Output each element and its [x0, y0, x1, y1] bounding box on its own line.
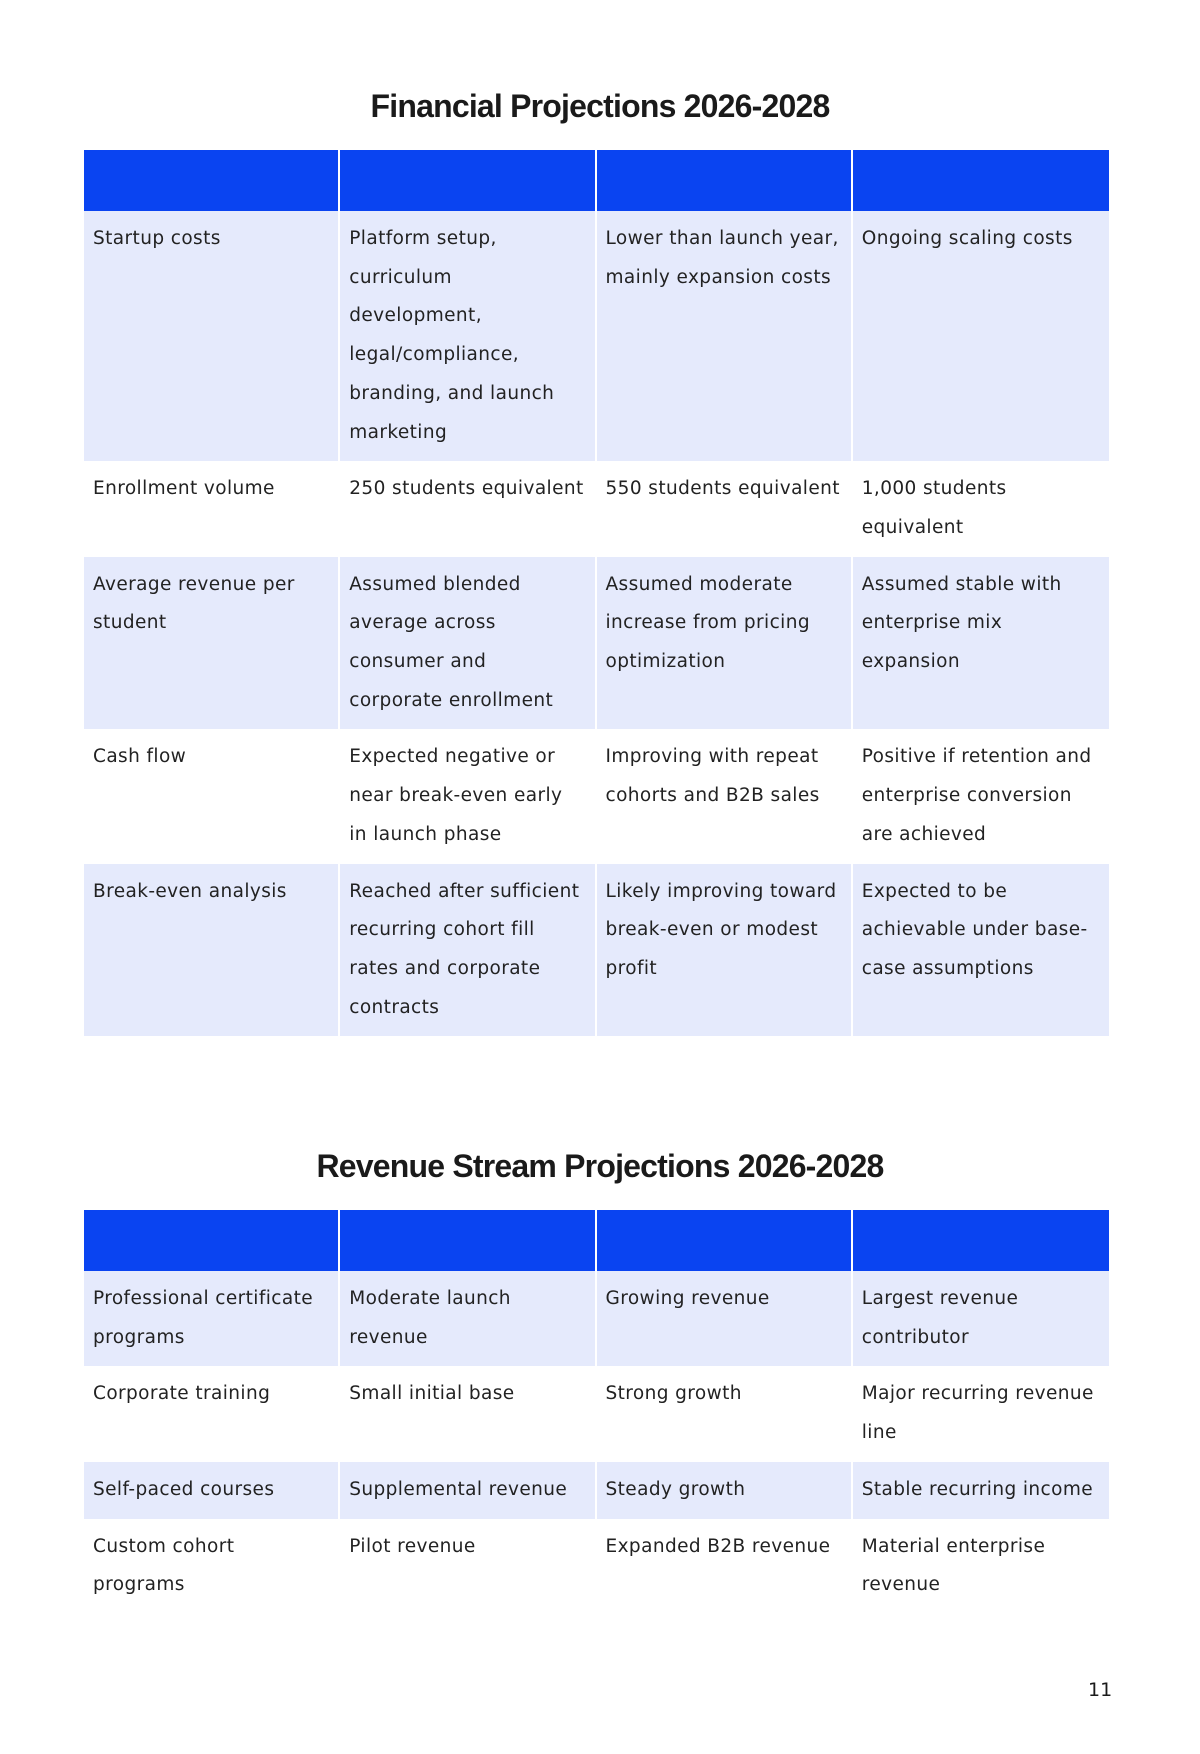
- table-cell: Supplemental revenue: [340, 1462, 596, 1519]
- table-cell: Assumed moderate increase from pricing optimization: [597, 557, 853, 730]
- header-cell: [853, 1210, 1109, 1271]
- table-cell: Reached after sufficient recurring cohort fill rates and corporate contracts: [340, 864, 596, 1037]
- row-label: Custom cohort programs: [84, 1519, 340, 1614]
- financial-projections-table: [84, 150, 1109, 1036]
- table-row: [84, 557, 1109, 730]
- table-cell: Pilot revenue: [340, 1519, 596, 1614]
- table-cell: Steady growth: [597, 1462, 853, 1519]
- table-row: [84, 461, 1109, 556]
- header-cell: [84, 1210, 340, 1271]
- page-number: 11: [1088, 1679, 1113, 1701]
- table-cell: Positive if retention and enterprise conversion are achieved: [853, 729, 1109, 863]
- table-row: [84, 729, 1109, 863]
- header-cell: [340, 1210, 596, 1271]
- revenue-stream-projections-table: [84, 1210, 1109, 1614]
- table-cell: Expanded B2B revenue: [597, 1519, 853, 1614]
- financial-projections-title: Financial Projections 2026-2028: [370, 88, 830, 124]
- table-header-row: [84, 150, 1109, 211]
- row-label: Average revenue per student: [84, 557, 340, 730]
- table-cell: Assumed stable with enterprise mix expansion: [853, 557, 1109, 730]
- row-label: Professional certificate programs: [84, 1271, 340, 1366]
- table-row: [84, 1271, 1109, 1366]
- table-cell: Lower than launch year, mainly expansion costs: [597, 211, 853, 461]
- table-row: [84, 864, 1109, 1037]
- row-label: Corporate training: [84, 1366, 340, 1461]
- table-cell: Material enterprise revenue: [853, 1519, 1109, 1614]
- row-label: Startup costs: [84, 211, 340, 461]
- table-cell: Likely improving toward break-even or modest profit: [597, 864, 853, 1037]
- table-cell: Growing revenue: [597, 1271, 853, 1366]
- table-header-row: [84, 1210, 1109, 1271]
- table-row: [84, 1519, 1109, 1614]
- table-cell: Strong growth: [597, 1366, 853, 1461]
- table-cell: 550 students equivalent: [597, 461, 853, 556]
- table-cell: Expected negative or near break-even early in launch phase: [340, 729, 596, 863]
- table-cell: Small initial base: [340, 1366, 596, 1461]
- table-cell: Moderate launch revenue: [340, 1271, 596, 1366]
- table-cell: Improving with repeat cohorts and B2B sales: [597, 729, 853, 863]
- row-label: Self-paced courses: [84, 1462, 340, 1519]
- table-cell: Assumed blended average across consumer and corporate enrollment: [340, 557, 596, 730]
- header-cell: [597, 1210, 853, 1271]
- revenue-stream-projections-title: Revenue Stream Projections 2026-2028: [316, 1148, 884, 1184]
- table-row: [84, 1462, 1109, 1519]
- table-row: [84, 1366, 1109, 1461]
- table-row: [84, 211, 1109, 461]
- row-label: Enrollment volume: [84, 461, 340, 556]
- table-cell: 1,000 students equivalent: [853, 461, 1109, 556]
- table-cell: Largest revenue contributor: [853, 1271, 1109, 1366]
- header-cell: [84, 150, 340, 211]
- header-cell: [597, 150, 853, 211]
- table-cell: Ongoing scaling costs: [853, 211, 1109, 461]
- header-cell: [340, 150, 596, 211]
- table-cell: Platform setup, curriculum development, legal/compliance, branding, and launch marketing: [340, 211, 596, 461]
- table-cell: Expected to be achievable under base-case assumptions: [853, 864, 1109, 1037]
- header-cell: [853, 150, 1109, 211]
- table-cell: Major recurring revenue line: [853, 1366, 1109, 1461]
- table-cell: Stable recurring income: [853, 1462, 1109, 1519]
- row-label: Break-even analysis: [84, 864, 340, 1037]
- table-cell: 250 students equivalent: [340, 461, 596, 556]
- row-label: Cash flow: [84, 729, 340, 863]
